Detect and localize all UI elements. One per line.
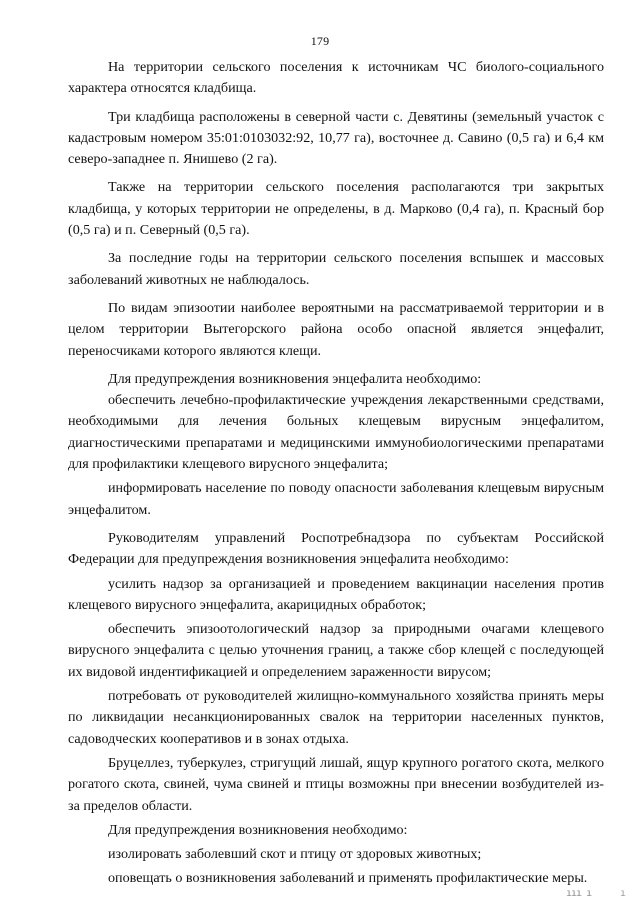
paragraph-inform-population: информировать население по поводу опасности заболевания клещевым вирусным энцефалитом. (68, 480, 604, 518)
paragraph-prevention-heading: Для предупреждения возникновения энцефалита необходимо: (108, 370, 482, 387)
paragraph-epizootic-supervision: обеспечить эпизоотологический надзор за природными очагами клещевого вирусного энцефалита с целью уточнения границ, а также сбор клещей с последующей их видовой индентификацией и определением зараженности вирусом; (68, 621, 604, 680)
page-number: 179 (310, 34, 330, 48)
paragraph-vaccination: усилить надзор за организацией и проведением вакцинации населения против клещевого вирусного энцефалита, акарицидных обработок; (68, 575, 604, 613)
paragraph-isolate-livestock: изолировать заболевший скот и птицу от здоровых животных; (108, 846, 482, 863)
paragraph-no-outbreaks: За последние годы на территории сельского поселения вспышек и массовых заболеваний животных не наблюдалось. (68, 250, 604, 288)
paragraph-prevention-heading-2: Для предупреждения возникновения необходимо: (108, 821, 408, 838)
paragraph-landfills: потребовать от руководителей жилищно-коммунального хозяйства принять меры по ликвидации несанкционированных свалок на территории населенных пунктов, садоводческих кооперативов и в зонах отдыха. (68, 688, 604, 747)
scan-marks-right: ı (620, 888, 627, 899)
paragraph-provide-medicine: обеспечить лечебно-профилактические учреждения лекарственными средствами, необходимыми для лечения больных клещевым вирусным энцефалитом, диагностическими препаратами и медицинскими иммунобиологическими препаратами для профилактики клещевого вирусного энцефалита; (68, 392, 604, 473)
paragraph-livestock-diseases: Бруцеллез, туберкулез, стригущий лишай, ящур крупного рогатого скота, мелкого рогатого скота, свиней, чума свиней и птицы возможны при внесении возбудителей из-за пределов области. (68, 754, 604, 814)
paragraph-closed-cemeteries: Также на территории сельского поселения располагаются три закрытых кладбища, у которых территории не определены, в д. Марково (0,4 га), п. Красный бор (0,5 га) и п. Северный (0,5 га). (68, 179, 604, 239)
paragraph-notify-diseases: оповещать о возникновения заболеваний и применять профилактические меры. (108, 870, 588, 887)
scan-marks-left: ııı ı (566, 888, 592, 899)
paragraph-encephalitis-risk: По видам эпизоотии наиболее вероятными на рассматриваемой территории и в целом территории Вытегорского района особо опасной является энцефалит, переносчиками которого являются клещи. (68, 299, 604, 359)
document-body (68, 57, 604, 890)
paragraph-cemeteries-intro: На территории сельского поселения к источникам ЧС биолого-социального характера относятся кладбища. (68, 59, 604, 97)
paragraph-cemeteries-north: Три кладбища расположены в северной части с. Девятины (земельный участок с кадастровым номером 35:01:0103032:92, 10,77 га), восточнее д. Савино (0,5 га) и 6,4 км северо-западнее п. Янишево (2 га). (68, 108, 604, 168)
paragraph-rospotrebnadzor: Руководителям управлений Роспотребнадзора по субъектам Российской Федерации для предупреждения возникновения энцефалита необходимо: (68, 529, 604, 568)
